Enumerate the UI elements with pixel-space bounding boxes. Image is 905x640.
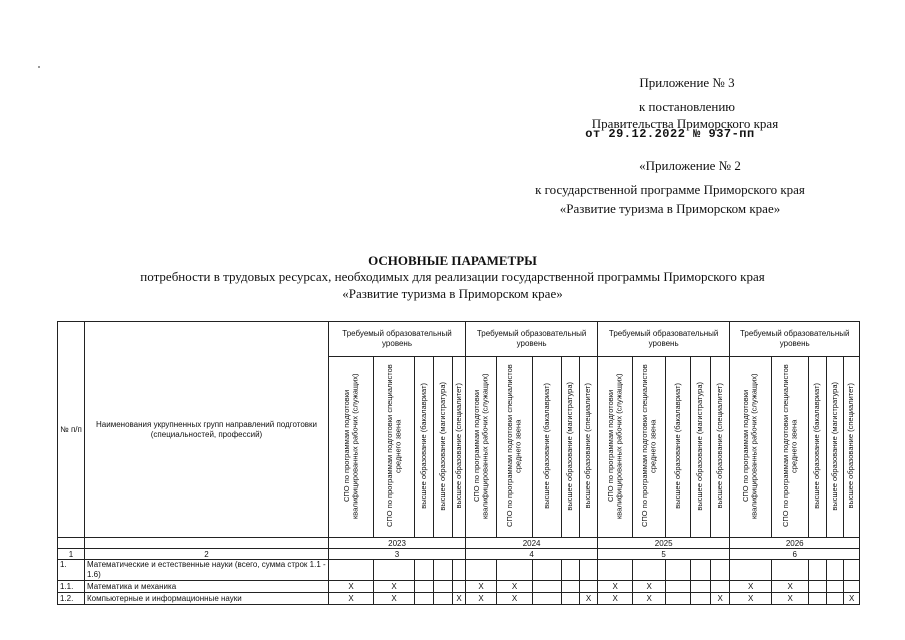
year-cell: 2025 [598, 538, 730, 549]
requirement-mark [434, 560, 453, 581]
row-number: 1.1. [58, 581, 85, 593]
row-number: 1.2. [58, 593, 85, 605]
level-group-header: Требуемый образовательный уровень [466, 322, 598, 357]
education-type-header: высшее образование (бакалавриат) [809, 357, 827, 538]
education-type-header: СПО по программам подготовки квалифицированных рабочих (служащих) [329, 357, 374, 538]
requirement-mark [434, 593, 453, 605]
appendix-government: Правительства Приморского края [591, 116, 779, 131]
requirement-mark [466, 560, 497, 581]
row-name: Математика и механика [85, 581, 329, 593]
parameters-table [57, 321, 860, 605]
requirement-mark: X [497, 593, 533, 605]
document-title: ОСНОВНЫЕ ПАРАМЕТРЫ [368, 253, 537, 268]
appendix-2-number: «Приложение № 2 [639, 158, 741, 173]
requirement-mark [691, 560, 711, 581]
year-row [58, 538, 860, 549]
requirement-mark: X [497, 581, 533, 593]
requirement-mark: X [730, 581, 772, 593]
column-number: 5 [598, 549, 730, 560]
education-type-header: высшее образование (бакалавриат) [533, 357, 562, 538]
requirement-mark [562, 581, 580, 593]
requirement-mark [562, 560, 580, 581]
requirement-mark: X [633, 581, 666, 593]
requirement-mark [374, 560, 415, 581]
resolution-stamp: от 29.12.2022 № 937-пп [585, 127, 755, 141]
requirement-mark [809, 593, 827, 605]
education-type-header: высшее образование (специалитет) [844, 357, 860, 538]
education-type-header: высшее образование (специалитет) [453, 357, 466, 538]
appendix-2-program: к государственной программе Приморского края [535, 182, 805, 197]
requirement-mark: X [453, 593, 466, 605]
education-type-header: высшее образование (магистратура) [562, 357, 580, 538]
requirement-mark [827, 581, 844, 593]
education-type-header: высшее образование (специалитет) [580, 357, 598, 538]
appendix-number: Приложение № 3 [639, 75, 735, 90]
requirement-mark [844, 560, 860, 581]
column-number: 1 [58, 549, 85, 560]
requirement-mark [434, 581, 453, 593]
document-subtitle: потребности в трудовых ресурсах, необходимых для реализации государственной программы Приморского края [140, 269, 765, 284]
requirement-mark [533, 581, 562, 593]
column-number: 4 [466, 549, 598, 560]
education-type-header: высшее образование (специалитет) [711, 357, 730, 538]
requirement-mark [809, 581, 827, 593]
requirement-mark [711, 581, 730, 593]
requirement-mark [666, 581, 691, 593]
requirement-mark [580, 560, 598, 581]
requirement-mark [453, 581, 466, 593]
requirement-mark: X [374, 593, 415, 605]
education-type-header: СПО по программам подготовки квалифицированных рабочих (служащих) [730, 357, 772, 538]
year-cell: 2026 [730, 538, 860, 549]
requirement-mark [809, 560, 827, 581]
education-type-header: СПО по программам подготовки специалистов среднего звена [633, 357, 666, 538]
requirement-mark [730, 560, 772, 581]
empty-cell [85, 538, 329, 549]
level-group-header: Требуемый образовательный уровень [730, 322, 860, 357]
requirement-mark [533, 593, 562, 605]
requirement-mark [415, 581, 434, 593]
requirement-mark [453, 560, 466, 581]
education-type-header: высшее образование (бакалавриат) [415, 357, 434, 538]
requirement-mark: X [772, 581, 809, 593]
requirement-mark [711, 560, 730, 581]
education-type-header: СПО по программам подготовки квалифицированных рабочих (служащих) [466, 357, 497, 538]
empty-cell [58, 538, 85, 549]
education-type-header: высшее образование (магистратура) [691, 357, 711, 538]
requirement-mark [598, 560, 633, 581]
requirement-mark: X [633, 593, 666, 605]
requirement-mark: X [772, 593, 809, 605]
table-row [58, 560, 860, 581]
header-row-levels [58, 322, 860, 357]
row-name: Математические и естественные науки (всего, сумма строк 1.1 - 1.6) [85, 560, 329, 581]
column-number: 6 [730, 549, 860, 560]
appendix-2-program-name: «Развитие туризма в Приморском крае» [559, 201, 781, 216]
year-cell: 2024 [466, 538, 598, 549]
requirement-mark: X [598, 581, 633, 593]
education-type-header: СПО по программам подготовки специалистов среднего звена [772, 357, 809, 538]
education-type-header: высшее образование (магистратура) [827, 357, 844, 538]
requirement-mark [827, 593, 844, 605]
requirement-mark [633, 560, 666, 581]
level-group-header: Требуемый образовательный уровень [598, 322, 730, 357]
table-row [58, 593, 860, 605]
column-header-number: № п/п [58, 322, 85, 538]
requirement-mark: X [466, 581, 497, 593]
education-type-header: СПО по программам подготовки квалифицированных рабочих (служащих) [598, 357, 633, 538]
requirement-mark: X [329, 593, 374, 605]
appendix-reference: к постановлению [638, 99, 736, 114]
requirement-mark: X [844, 593, 860, 605]
requirement-mark [827, 560, 844, 581]
column-number-row [58, 549, 860, 560]
row-number: 1. [58, 560, 85, 581]
table-row [58, 581, 860, 593]
requirement-mark [329, 560, 374, 581]
column-number: 2 [85, 549, 329, 560]
requirement-mark: X [598, 593, 633, 605]
requirement-mark: X [711, 593, 730, 605]
scan-speck [38, 66, 40, 68]
requirement-mark [415, 593, 434, 605]
requirement-mark [666, 593, 691, 605]
education-type-header: высшее образование (магистратура) [434, 357, 453, 538]
requirement-mark [844, 581, 860, 593]
requirement-mark: X [374, 581, 415, 593]
requirement-mark: X [466, 593, 497, 605]
requirement-mark: X [580, 593, 598, 605]
requirement-mark [580, 581, 598, 593]
column-number: 3 [329, 549, 466, 560]
document-subtitle-program: «Развитие туризма в Приморском крае» [342, 286, 563, 301]
requirement-mark [415, 560, 434, 581]
requirement-mark [562, 593, 580, 605]
row-name: Компьютерные и информационные науки [85, 593, 329, 605]
requirement-mark [533, 560, 562, 581]
requirement-mark [497, 560, 533, 581]
requirement-mark: X [329, 581, 374, 593]
requirement-mark [666, 560, 691, 581]
education-type-header: высшее образование (бакалавриат) [666, 357, 691, 538]
year-cell: 2023 [329, 538, 466, 549]
requirement-mark [691, 581, 711, 593]
requirement-mark [772, 560, 809, 581]
education-type-header: СПО по программам подготовки специалистов среднего звена [374, 357, 415, 538]
education-type-header: СПО по программам подготовки специалистов среднего звена [497, 357, 533, 538]
level-group-header: Требуемый образовательный уровень [329, 322, 466, 357]
table-body [58, 560, 860, 605]
column-header-name: Наименования укрупненных групп направлений подготовки (специальностей, профессий) [85, 322, 329, 538]
requirement-mark [691, 593, 711, 605]
requirement-mark: X [730, 593, 772, 605]
